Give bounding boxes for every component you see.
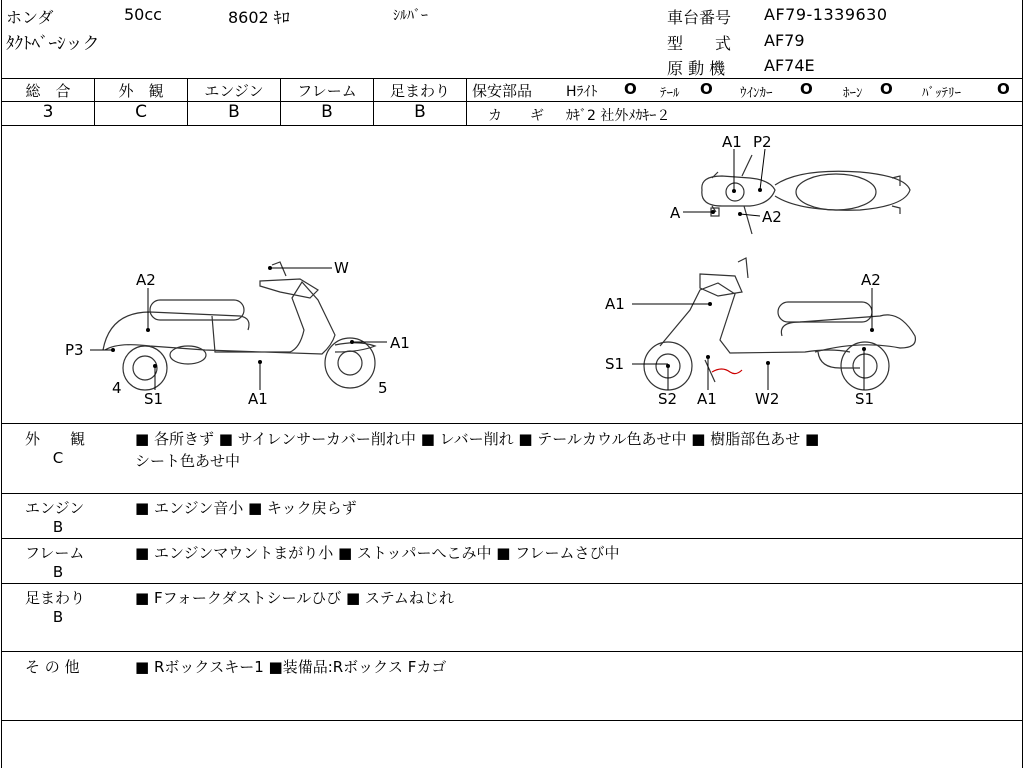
grade-value-overall: 3 — [42, 102, 54, 122]
safety-horn: ﾎｰﾝ — [843, 86, 863, 101]
label-right-a1-bottom: A1 — [697, 390, 717, 408]
divider-grade-top — [1, 78, 1023, 79]
divider-notes-5 — [1, 720, 1023, 721]
note-other-text: ■ Rボックスキー1 ■装備品:Rボックス Fカゴ — [135, 658, 447, 676]
scooter-diagram — [0, 125, 1024, 425]
label-top-a: A — [670, 204, 681, 222]
frame-no-value: AF79-1339630 — [764, 5, 888, 24]
type-label: 型 式 — [667, 34, 732, 53]
mileage: 8602 ｷﾛ — [228, 8, 290, 27]
label-left-5: 5 — [378, 379, 388, 397]
top-view-scooter — [702, 155, 910, 234]
grade-label-frame: フレーム — [297, 82, 357, 100]
label-right-a2: A2 — [861, 271, 881, 289]
label-left-w: W — [334, 259, 349, 277]
safety-headlight: Hﾗｲﾄ — [566, 84, 598, 100]
note-other-label: そ の 他 — [25, 658, 80, 676]
note-exterior-text: ■ 各所きず ■ サイレンサーカバー削れ中 ■ レバー削れ ■ テールカウル色あせ中 ■ 樹脂部色あせ ■ — [135, 430, 820, 448]
label-left-a1-right: A1 — [390, 334, 410, 352]
label-top-a1: A1 — [722, 133, 742, 151]
type-value: AF79 — [764, 31, 805, 50]
note-suspension-label: 足まわり — [25, 589, 86, 607]
note-frame-label: フレーム — [25, 544, 85, 562]
key-value: ｶｷﾞ2 社外ﾒｶｷｰ２ — [566, 108, 671, 124]
label-left-a2: A2 — [136, 271, 156, 289]
safety-tail-mark: O — [700, 80, 713, 98]
key-label: カ ギ — [488, 108, 544, 124]
grade-col-sep-5 — [466, 78, 467, 125]
displacement: 50cc — [124, 5, 162, 24]
safety-battery-mark: O — [997, 80, 1010, 98]
grade-value-suspension: B — [414, 102, 426, 122]
engine-value: AF74E — [764, 56, 815, 75]
divider-notes-4 — [1, 651, 1023, 652]
grade-label-suspension: 足まわり — [389, 82, 450, 100]
label-right-w2: W2 — [755, 390, 780, 408]
label-top-p2: P2 — [753, 133, 772, 151]
frame-no-label: 車台番号 — [667, 8, 732, 27]
safety-tail: ﾃｰﾙ — [660, 86, 680, 101]
safety-horn-mark: O — [880, 80, 893, 98]
note-suspension-grade: B — [52, 608, 64, 626]
label-left-p3: P3 — [65, 341, 84, 359]
grade-label-overall: 総 合 — [25, 82, 71, 100]
maker: ホンダ — [6, 8, 54, 27]
grade-value-engine: B — [228, 102, 240, 122]
safety-label: 保安部品 — [472, 82, 533, 100]
label-left-a1-bottom: A1 — [248, 390, 268, 408]
note-frame-text: ■ エンジンマウントまがり小 ■ ストッパーへこみ中 ■ フレームさび中 — [135, 544, 620, 562]
label-right-s1-left: S1 — [605, 355, 625, 373]
note-exterior-label: 外 観 — [25, 430, 86, 448]
safety-winker: ｳｲﾝｶｰ — [740, 86, 773, 101]
grade-value-exterior: C — [135, 102, 147, 122]
grade-label-engine: エンジン — [204, 82, 264, 100]
label-right-s2: S2 — [658, 390, 678, 408]
divider-notes-3 — [1, 583, 1023, 584]
label-right-a1: A1 — [605, 295, 625, 313]
note-engine-grade: B — [52, 518, 64, 536]
label-left-4: 4 — [112, 379, 122, 397]
model-name: ﾀｸﾄﾍﾞｰｼック — [6, 34, 100, 54]
safety-headlight-mark: O — [624, 80, 637, 98]
grade-label-exterior: 外 観 — [118, 82, 164, 100]
note-exterior-text2: シート色あせ中 — [135, 452, 241, 470]
label-top-a2: A2 — [762, 208, 782, 226]
safety-battery: ﾊﾞｯﾃﾘｰ — [922, 86, 961, 101]
body-color: ｼﾙﾊﾞｰ — [393, 8, 428, 24]
engine-label: 原 動 機 — [667, 59, 726, 78]
divider-safety-mid — [467, 101, 1023, 102]
safety-winker-mark: O — [800, 80, 813, 98]
note-engine-text: ■ エンジン音小 ■ キック戻らず — [135, 499, 357, 517]
note-engine-label: エンジン — [25, 499, 85, 517]
divider-notes-1 — [1, 493, 1023, 494]
note-suspension-text: ■ Fフォークダストシールひび ■ ステムねじれ — [135, 589, 454, 607]
grade-value-frame: B — [321, 102, 333, 122]
note-frame-grade: B — [52, 563, 64, 581]
note-exterior-grade: C — [52, 449, 64, 467]
label-right-s1-bottom: S1 — [855, 390, 875, 408]
label-left-s1: S1 — [144, 390, 164, 408]
divider-notes-2 — [1, 538, 1023, 539]
